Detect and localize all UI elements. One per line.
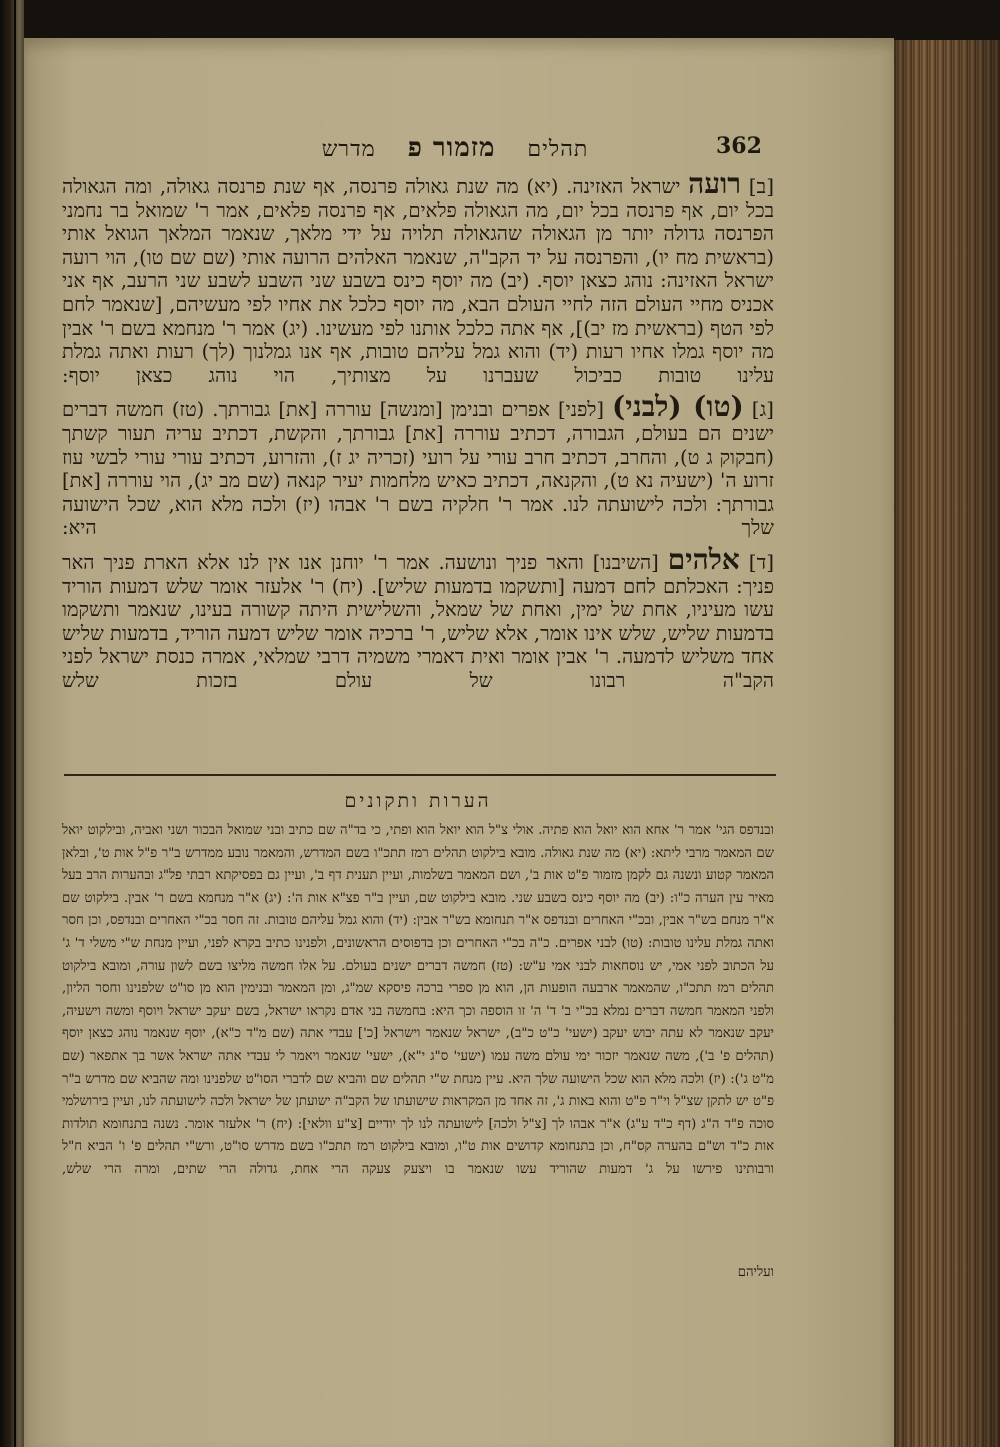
paragraph-number: [ב]: [748, 174, 774, 198]
paragraph-lead-word: רועה: [688, 167, 742, 200]
paragraph-4: [62, 542, 774, 693]
notes-tail: ועליהם: [737, 1265, 774, 1280]
paragraph-body: ישראל האזינה. (יא) מה שנת גאולה פרנסה, אף שנת פרנסה גאולה, ומה הגאולה בכל יום, אף פרנסה בכל יום, מה הגאולה פלאים, אף פרנסה פלאים, אמר ר' שמואל בר נחמני הפרנסה גדולה יותר מן הגאולה שהגאולה תלויה על ידי מלאך, שנאמר המלאך הגואל אותי (בראשית מח יו), והפרנסה על יד הקב"ה, שנאמר האלהים הרועה אותי (שם שם טו), הוי רועה ישראל האזינה: נוהג כצאן יוסף. (יב) מה יוסף כינס בשבע שני השבע לשבע שני הרעב, אף אני אכניס מחיי העולם הזה לחיי העולם הבא, מה יוסף כלכל את אחיו לפי מעשיהם, [שנאמר לחם לפי הטף (בראשית מז יב)], אף אתה כלכל אותנו לפי מעשינו. (יג) אמר ר' מנחמא בשם ר' אבין מה יוסף גמלו אחיו רעות (יד) והוא גמל עליהם טובות, אף אנו גמלנוך (לך) רעות ואתה גמלת עלינו טובות כביכול שעברנו על מצותיך, הוי נוהג כצאן יוסף:: [62, 175, 774, 387]
book-fore-edge: [888, 40, 1000, 1447]
main-text: [62, 167, 774, 692]
paragraph-2: [62, 167, 774, 387]
running-header: [60, 133, 840, 169]
scan-top-shadow: [24, 0, 1000, 40]
footnote-divider: [64, 774, 776, 776]
paragraph-body: [לפני] אפרים ובנימן [ומנשה] עוררה [את] גבורתך. (טז) חמשה דברים ישנים הם בעולם, הגבורה, דכתיב עוררה [את] גבורתך, והקשת, דכתיב עריה תעור קשתך (חבקוק ג ט), והחרב, דכתיב חרב עורי על רועי (זכריה יג ז), והזרוע, דכתיב עורי עורי לבשי עוז זרוע ה' (ישעיה נא ט), והקנאה, דכתיב כאיש מלחמות יעיר קנאה (שם מב יג), הוי עוררה [את] גבורתך: ולכה לישועתה לנו. אמר ר' חלקיה בשם ר' אבהו (יז) ולכה מלא הוא, שכל הישועה שלך היא:: [62, 398, 774, 540]
paragraph-lead-word: אלהים: [667, 542, 740, 576]
running-title: [290, 133, 620, 163]
paragraph-body: [השיבנו] והאר פניך ונושעה. אמר ר' יוחנן אנו אין לנו אלא הארת פניך האר פניך: האכלתם לחם דמעה [ותשקמו בדמעות שליש]. (יח) ר' אלעזר אומר שלש דמעות הוריד עשו מעיניו, אחת של ימין, ואחת של שמאל, והשלישית היתה קשורה בעינו, שנאמר ותשקמו בדמעות שליש, שלש אינו אומר, אלא שליש, ר' ברכיה אומר שליש דמעה הוריד, בדמעות שליש אחד משליש לדמעה. ר' אבין אומר ואית דאמרי משמיה דרבי שמלאי, אמרה כנסת ישראל לפני הקב"ה רבונו של עולם בזכות שלש: [62, 550, 774, 692]
notes-text: ובנדפס הגי' אמר ר' אחא הוא יואל הוא פתיה. אולי צ"ל הוא יואל הוא ופתי, כי בד"ה שם כתיב ובני שמואל הבכור ושני ואביה, ובילקוט יואל שם המאמר מרבי ליתא: (יא) מה שנת גאולה. מובא בילקוט תהלים רמז תתכ"ו בשם המדרש, והמאמר נובע ממדרש ב"ר פ"ל אות ט', ובלאן המאמר קטוע ונשנה גם לקמן מזמור פ"ט אות ב', ושם המאמר בשלמות, ועיין תענית דף ב', ועיין גם בפסיקתא רבתי פל"ג ובהערות הרב בעל מאיר עין הערה כ"ו: (יב) מה יוסף כינס בשבע שני. מובא בילקוט שם, ועיין ב"ר פצ"א אות ה': (יג) א"ר מנחמא בשם ר' אבין. בילקוט שם א"ר מנחם בש"ר אבין, ובכ"י האחרים ובנדפס א"ר תנחומא בש"ר אבין: (יד) והוא גמל עליהם טובות. זה חסר בכ"י האחרים ובנדפס, וכן חסר ואתה גמלת עלינו טובות: (טו) לבני אפרים. כ"ה בכ"י האחרים וכן בדפוסים הראשונים, ולפנינו כתיב בקרא לפני, ועיין מנחת ש"י משלי ד' ג' על הכתוב לפני אמי, יש נוסחאות לבני אמי ע"ש: (טז) חמשה דברים ישנים בעולם. על אלו חמשה מליצו בשם לשון עורה, ומובא בילקוט תהלים רמז תתכ"ו, שהמאמר ארבעה הופעות הן, הוא מן ספרי ברכה פיסקא שמ"ג, ומן המאמר ובנימין הוא מן סו"ט שלפנינו וחסר הליון, ולפני המאמר חמשה דברים נמלא בכ"י ב' ד' ה' זו הוספה וכך היא: בחמשה בני אדם נקראו ישראל, בשם יעקב ישראל ויוסף ומשה וישעיה, יעקב שנאמר לא עתה יבוש יעקב (ישעי' כ"ט כ"ב), ישראל שנאמר וישראל [כ'] עבדי אתה (שם מ"ד כ"א), יוסף שנאמר נוהג כצאן יוסף (תהלים פ' ב'), משה שנאמר יזכור ימי עולם משה עמו (ישעי' ס"ג י"א), ישעי' שנאמר ויאמר לי עבדי אתה ישראל אשר בך אתפאר (שם מ"ט ג'): (יז) ולכה מלא הוא שכל הישועה שלך היא. עיין מנחת ש"י תהלים שם והביא שם לדברי הסו"ט שלפנינו ומה שהביא שם מדרש ב"ר פ"ט יש לתקן שצ"ל וי"ר פ"ט והוא באות ג', זה אחד מן המקראות שישועתו של הקב"ה ישועתן של ישראל ולכה לישועתה לנו, ועיין בירושלמי סוכה פ"ד ה"ג (דף כ"ד ע"ג) א"ר אבהו לך [צ"ל ולכה] לישועתה לנו לך יודיים [צ"ע וולאי]: (יח) ר' אלעזר אומר. נשנה בתנחומא תולדות אות כ"ד וש"ם בהערה קס"ח, וכן בתנחומא קדושים אות ט"ו, ומובא בילקוט רמז תתכ"ו בשם מדרש סו"ט, ורש"י תהלים פ' ו' הביא ח"ל ורבותינו פירשו על ג' דמעות שהוריד עשו שנאמר בו ויצעק צעקה הרי אחת, גדולה הרי שתים, ומרה הרי שלש,: [62, 823, 774, 1177]
page-number: 362: [716, 133, 762, 159]
paragraph-number: [ג]: [751, 397, 774, 422]
paragraph-lead-word: (טו) (לבני): [612, 390, 744, 424]
notes-heading: הערות ותקונים: [344, 790, 492, 812]
paragraph-3: [62, 390, 774, 540]
title-psalm: מזמור פ: [407, 133, 496, 163]
title-left: מדרש: [321, 137, 376, 162]
title-right: תהלים: [527, 137, 589, 162]
paragraph-number: [ד]: [748, 549, 774, 574]
facing-page-edge: [0, 0, 24, 1447]
